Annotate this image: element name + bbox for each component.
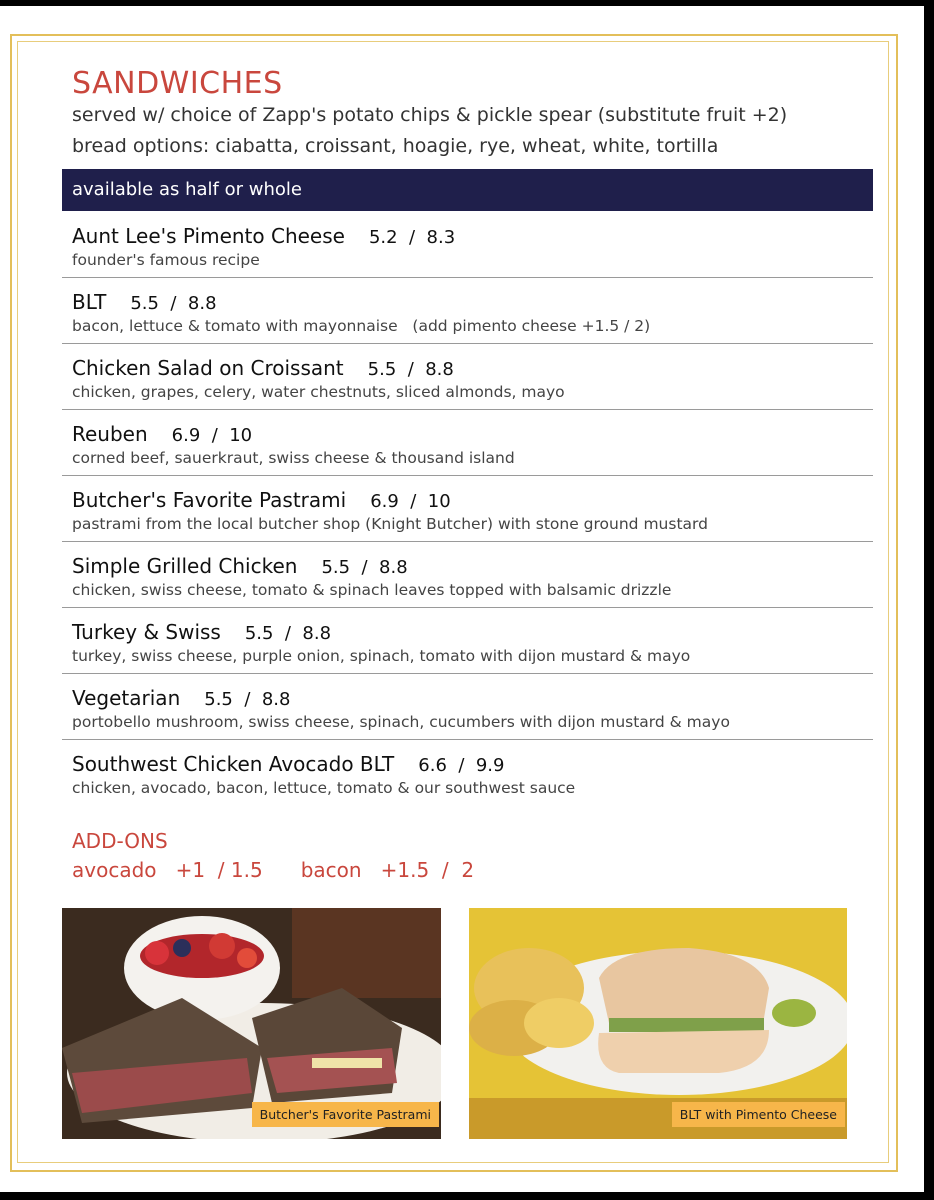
addons-title: ADD-ONS (72, 829, 168, 853)
pastrami-photo (62, 908, 441, 1139)
item-name: Chicken Salad on Croissant (72, 356, 344, 380)
menu-item (62, 476, 873, 542)
menu-item (62, 212, 873, 278)
item-price: 5.5 / 8.8 (130, 293, 217, 314)
menu-item (62, 674, 873, 740)
item-price: 5.2 / 8.3 (368, 227, 456, 248)
item-price: 6.9 / 10 (370, 491, 451, 512)
item-description: turkey, swiss cheese, purple onion, spinach, tomato with dijon mustard & mayo (72, 647, 691, 665)
item-description: founder's famous recipe (72, 251, 260, 269)
item-price: 6.6 / 9.9 (418, 755, 505, 776)
item-description: corned beef, sauerkraut, swiss cheese & thousand island (72, 449, 515, 467)
addons-line (72, 858, 512, 882)
item-price: 5.5 / 8.8 (321, 557, 408, 578)
item-name: Simple Grilled Chicken (72, 554, 298, 578)
menu-item (62, 740, 873, 806)
item-description: portobello mushroom, swiss cheese, spinach, cucumbers with dijon mustard & mayo (72, 713, 730, 731)
item-name: Reuben (72, 422, 148, 446)
item-price: 5.5 / 8.8 (244, 623, 332, 644)
item-name: Southwest Chicken Avocado BLT (72, 752, 395, 776)
menu-item (62, 344, 873, 410)
photo-caption: Butcher's Favorite Pastrami (252, 1102, 439, 1127)
addon-avocado: avocado +1 / 1.5 (72, 858, 263, 882)
menu-items-list (62, 212, 873, 806)
item-name: Vegetarian (72, 686, 181, 710)
item-name: Butcher's Favorite Pastrami (72, 488, 347, 512)
menu-item (62, 278, 873, 344)
subtitle-bread: bread options: ciabatta, croissant, hoagie, rye, wheat, white, tortilla (72, 135, 719, 157)
item-description: chicken, swiss cheese, tomato & spinach leaves topped with balsamic drizzle (72, 581, 672, 599)
item-description: pastrami from the local butcher shop (Knight Butcher) with stone ground mustard (72, 515, 708, 533)
item-price: 5.5 / 8.8 (367, 359, 454, 380)
item-name: Aunt Lee's Pimento Cheese (72, 224, 345, 248)
section-title: SANDWICHES (72, 66, 283, 101)
item-price: 6.9 / 10 (171, 425, 253, 446)
half-whole-banner: available as half or whole (62, 169, 873, 211)
item-description: chicken, avocado, bacon, lettuce, tomato & our southwest sauce (72, 779, 576, 797)
menu-page (0, 6, 924, 1192)
menu-item (62, 410, 873, 476)
addon-bacon: bacon +1.5 / 2 (300, 858, 475, 882)
photo-caption: BLT with Pimento Cheese (672, 1102, 845, 1127)
menu-item (62, 608, 873, 674)
menu-item (62, 542, 873, 608)
subtitle-sides: served w/ choice of Zapp's potato chips & pickle spear (substitute fruit +2) (72, 104, 788, 126)
item-description: bacon, lettuce & tomato with mayonnaise (add pimento cheese +1.5 / 2) (72, 317, 651, 335)
item-price: 5.5 / 8.8 (204, 689, 291, 710)
blt-photo (469, 908, 847, 1139)
item-description: chicken, grapes, celery, water chestnuts, sliced almonds, mayo (72, 383, 565, 401)
item-name: Turkey & Swiss (72, 620, 221, 644)
item-name: BLT (72, 290, 107, 314)
